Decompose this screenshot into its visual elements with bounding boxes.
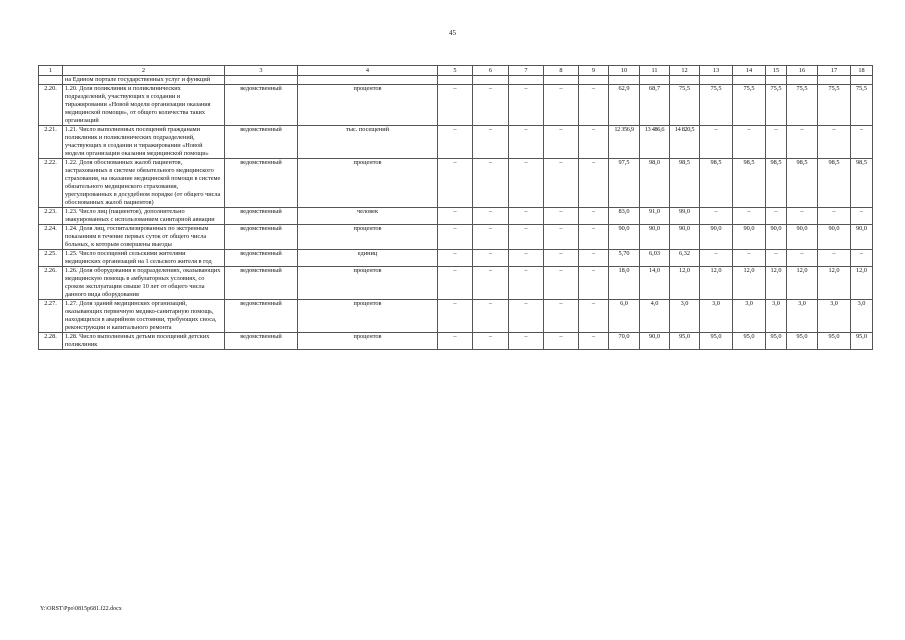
column-header-9: 9 (579, 66, 609, 76)
value-cell: 3,0 (787, 300, 818, 333)
value-cell: – (509, 85, 544, 126)
value-cell: 75,5 (818, 85, 851, 126)
unit-of-measure: процентов (298, 159, 438, 208)
value-cell: – (509, 225, 544, 250)
value-cell: 98,5 (818, 159, 851, 208)
value-cell: 90,0 (851, 225, 873, 250)
value-cell: – (509, 208, 544, 225)
unit-of-measure: процентов (298, 333, 438, 350)
column-header-18: 18 (851, 66, 873, 76)
value-cell: 95,0 (787, 333, 818, 350)
row-number: 2.26. (39, 267, 63, 300)
value-cell: 6,32 (670, 250, 700, 267)
value-cell: – (438, 250, 473, 267)
column-header-13: 13 (700, 66, 733, 76)
value-cell: 95,0 (766, 333, 787, 350)
value-cell: – (766, 250, 787, 267)
value-cell: – (700, 208, 733, 225)
row-number: 2.27. (39, 300, 63, 333)
value-cell: – (509, 250, 544, 267)
value-cell: 12,0 (818, 267, 851, 300)
data-source: ведомственный (225, 267, 298, 300)
value-cell: 12,0 (700, 267, 733, 300)
value-cell: 14,0 (640, 267, 670, 300)
value-cell: – (473, 267, 509, 300)
value-cell: 75,5 (851, 85, 873, 126)
value-cell: 98,5 (787, 159, 818, 208)
value-cell: – (473, 126, 509, 159)
value-cell: – (700, 126, 733, 159)
value-cell: – (473, 159, 509, 208)
unit-of-measure: тыс. посещений (298, 126, 438, 159)
value-cell: 97,5 (609, 159, 640, 208)
value-cell: 95,0 (670, 333, 700, 350)
data-source: ведомственный (225, 159, 298, 208)
value-cell: – (438, 300, 473, 333)
table-row (39, 225, 873, 250)
value-cell: – (579, 159, 609, 208)
value-cell: – (766, 208, 787, 225)
table-row (39, 126, 873, 159)
value-cell: 75,5 (700, 85, 733, 126)
value-cell: – (438, 225, 473, 250)
value-cell: – (579, 225, 609, 250)
value-cell: – (544, 250, 579, 267)
value-cell: 98,5 (700, 159, 733, 208)
value-cell: – (818, 126, 851, 159)
value-cell: 90,0 (640, 225, 670, 250)
row-number: 2.21. (39, 126, 63, 159)
unit-of-measure: единиц (298, 250, 438, 267)
indicator-name: 1.20. Доля поликлиник и поликлинических подразделений, участвующих в создании и тиражировании «Новой модели организации оказания медицинской помощи», от общего количества таких организаций (63, 85, 225, 126)
column-header-14: 14 (733, 66, 766, 76)
table-row (39, 300, 873, 333)
table-row (39, 333, 873, 350)
table-row (39, 267, 873, 300)
value-cell: 13 486,6 (640, 126, 670, 159)
value-cell: – (579, 126, 609, 159)
table-row (39, 85, 873, 126)
value-cell (509, 76, 544, 85)
row-number: 2.25. (39, 250, 63, 267)
value-cell: 3,0 (670, 300, 700, 333)
value-cell (818, 76, 851, 85)
value-cell: 4,0 (640, 300, 670, 333)
data-source: ведомственный (225, 126, 298, 159)
row-number (39, 76, 63, 85)
value-cell: – (579, 85, 609, 126)
table-row (39, 76, 873, 85)
value-cell: – (438, 159, 473, 208)
data-source: ведомственный (225, 208, 298, 225)
value-cell: 75,5 (670, 85, 700, 126)
value-cell: 12,0 (670, 267, 700, 300)
value-cell: – (851, 126, 873, 159)
indicators-table (38, 65, 873, 350)
value-cell: – (509, 267, 544, 300)
unit-of-measure: процентов (298, 85, 438, 126)
value-cell (579, 76, 609, 85)
data-source: ведомственный (225, 333, 298, 350)
value-cell: – (818, 250, 851, 267)
value-cell: 95,0 (700, 333, 733, 350)
value-cell (438, 76, 473, 85)
value-cell: 3,0 (818, 300, 851, 333)
value-cell: – (818, 208, 851, 225)
value-cell: – (509, 126, 544, 159)
value-cell: 95,0 (851, 333, 873, 350)
column-header-15: 15 (766, 66, 787, 76)
value-cell: – (544, 126, 579, 159)
value-cell: – (787, 250, 818, 267)
unit-of-measure: человек (298, 208, 438, 225)
value-cell (670, 76, 700, 85)
value-cell: 91,0 (640, 208, 670, 225)
value-cell: – (544, 333, 579, 350)
value-cell: – (579, 208, 609, 225)
value-cell: – (509, 333, 544, 350)
value-cell (787, 76, 818, 85)
value-cell: 83,0 (609, 208, 640, 225)
column-header-16: 16 (787, 66, 818, 76)
indicator-name: 1.25. Число посещений сельскими жителями медицинских организаций на 1 сельского жителя в год (63, 250, 225, 267)
value-cell: – (544, 159, 579, 208)
value-cell: 75,5 (787, 85, 818, 126)
value-cell: 95,0 (733, 333, 766, 350)
value-cell: 99,0 (670, 208, 700, 225)
data-source: ведомственный (225, 300, 298, 333)
value-cell: 95,0 (818, 333, 851, 350)
value-cell: – (700, 250, 733, 267)
header-row (39, 66, 873, 76)
value-cell: – (544, 208, 579, 225)
value-cell: – (438, 126, 473, 159)
value-cell (544, 76, 579, 85)
column-header-4: 4 (298, 66, 438, 76)
value-cell: – (787, 208, 818, 225)
indicator-name: 1.28. Число выполненных детьми посещений детских поликлиник (63, 333, 225, 350)
row-number: 2.23. (39, 208, 63, 225)
indicator-name: 1.23. Число лиц (пациентов), дополнительно эвакуированных с использованием санитарной авиации (63, 208, 225, 225)
data-source: ведомственный (225, 85, 298, 126)
unit-of-measure: процентов (298, 225, 438, 250)
value-cell: – (473, 225, 509, 250)
value-cell: 12,0 (733, 267, 766, 300)
table-row (39, 159, 873, 208)
value-cell (851, 76, 873, 85)
value-cell: – (438, 208, 473, 225)
value-cell: 70,0 (609, 333, 640, 350)
indicator-name: 1.26. Доля оборудования в подразделениях, оказывающих медицинскую помощь в амбулаторных условиях, со сроком эксплуатации свыше 10 лет от общего числа данного вида оборудования (63, 267, 225, 300)
value-cell: 18,0 (609, 267, 640, 300)
value-cell: – (766, 126, 787, 159)
value-cell: 90,0 (818, 225, 851, 250)
value-cell: 12,0 (787, 267, 818, 300)
column-header-3: 3 (225, 66, 298, 76)
column-header-1: 1 (39, 66, 63, 76)
indicator-name: на Едином портале государственных услуг и функций (63, 76, 225, 85)
footer-file-path: Y:\ORST\Ppo\0815p681.f22.docx (40, 606, 122, 612)
value-cell: – (579, 300, 609, 333)
value-cell (609, 76, 640, 85)
value-cell: – (579, 250, 609, 267)
value-cell: 14 820,5 (670, 126, 700, 159)
table-row (39, 208, 873, 225)
value-cell: 90,0 (787, 225, 818, 250)
value-cell: 12 356,9 (609, 126, 640, 159)
value-cell: – (509, 300, 544, 333)
value-cell: – (473, 300, 509, 333)
value-cell: 98,5 (670, 159, 700, 208)
value-cell: 6,0 (609, 300, 640, 333)
value-cell: 75,5 (766, 85, 787, 126)
column-header-12: 12 (670, 66, 700, 76)
value-cell: – (851, 208, 873, 225)
value-cell: 90,0 (700, 225, 733, 250)
value-cell: – (438, 267, 473, 300)
value-cell: – (473, 333, 509, 350)
value-cell: – (787, 126, 818, 159)
column-header-8: 8 (544, 66, 579, 76)
value-cell (766, 76, 787, 85)
indicator-name: 1.21. Число выполненных посещений гражданами поликлиник и поликлинических подразделений, участвующих в создании и тиражировании «Новой модели организации оказания медицинской помощи» (63, 126, 225, 159)
column-header-2: 2 (63, 66, 225, 76)
row-number: 2.24. (39, 225, 63, 250)
value-cell: 90,0 (733, 225, 766, 250)
value-cell: – (473, 250, 509, 267)
value-cell: 3,0 (851, 300, 873, 333)
value-cell: 98,0 (640, 159, 670, 208)
value-cell: – (733, 208, 766, 225)
unit-of-measure (298, 76, 438, 85)
value-cell (473, 76, 509, 85)
data-source (225, 76, 298, 85)
value-cell: 6,03 (640, 250, 670, 267)
column-header-10: 10 (609, 66, 640, 76)
value-cell: 68,7 (640, 85, 670, 126)
value-cell: – (579, 267, 609, 300)
value-cell: 12,0 (766, 267, 787, 300)
value-cell: 75,5 (733, 85, 766, 126)
unit-of-measure: процентов (298, 300, 438, 333)
value-cell: 90,0 (609, 225, 640, 250)
column-header-17: 17 (818, 66, 851, 76)
indicator-name: 1.24. Доля лиц, госпитализированных по экстренным показаниям в течение первых суток от общего числа больных, к которым совершены выезды (63, 225, 225, 250)
value-cell: – (544, 225, 579, 250)
row-number: 2.28. (39, 333, 63, 350)
value-cell: – (851, 250, 873, 267)
value-cell (733, 76, 766, 85)
row-number: 2.20. (39, 85, 63, 126)
data-source: ведомственный (225, 225, 298, 250)
value-cell: – (438, 85, 473, 126)
value-cell: 12,0 (851, 267, 873, 300)
value-cell: 3,0 (766, 300, 787, 333)
value-cell: – (544, 300, 579, 333)
table-row (39, 250, 873, 267)
page-number: 45 (449, 29, 456, 37)
unit-of-measure: процентов (298, 267, 438, 300)
value-cell: 5,70 (609, 250, 640, 267)
value-cell: – (579, 333, 609, 350)
value-cell: – (733, 126, 766, 159)
value-cell: – (733, 250, 766, 267)
data-source: ведомственный (225, 250, 298, 267)
value-cell: – (544, 85, 579, 126)
value-cell: 90,0 (640, 333, 670, 350)
column-header-7: 7 (509, 66, 544, 76)
value-cell (640, 76, 670, 85)
value-cell: 98,5 (851, 159, 873, 208)
value-cell: 98,5 (733, 159, 766, 208)
row-number: 2.22. (39, 159, 63, 208)
column-header-11: 11 (640, 66, 670, 76)
indicator-name: 1.27. Доля зданий медицинских организаций, оказывающих первичную медико-санитарную помощь, находящихся в аварийном состоянии, требующих сноса, реконструкции и капитального ремонта (63, 300, 225, 333)
value-cell: – (509, 159, 544, 208)
value-cell: 90,0 (766, 225, 787, 250)
value-cell: – (544, 267, 579, 300)
value-cell: 98,5 (766, 159, 787, 208)
indicator-name: 1.22. Доля обоснованных жалоб пациентов, застрахованных в системе обязательного медицинского страхования, на оказание медицинской помощи в системе обязательного медицинского страхования, урегулированных в досудебном порядке (от общего числа обоснованных жалоб пациентов) (63, 159, 225, 208)
value-cell: – (473, 208, 509, 225)
column-header-5: 5 (438, 66, 473, 76)
value-cell: 3,0 (700, 300, 733, 333)
value-cell: – (438, 333, 473, 350)
value-cell: – (473, 85, 509, 126)
value-cell: 62,9 (609, 85, 640, 126)
value-cell: 3,0 (733, 300, 766, 333)
value-cell: 90,0 (670, 225, 700, 250)
value-cell (700, 76, 733, 85)
column-header-6: 6 (473, 66, 509, 76)
